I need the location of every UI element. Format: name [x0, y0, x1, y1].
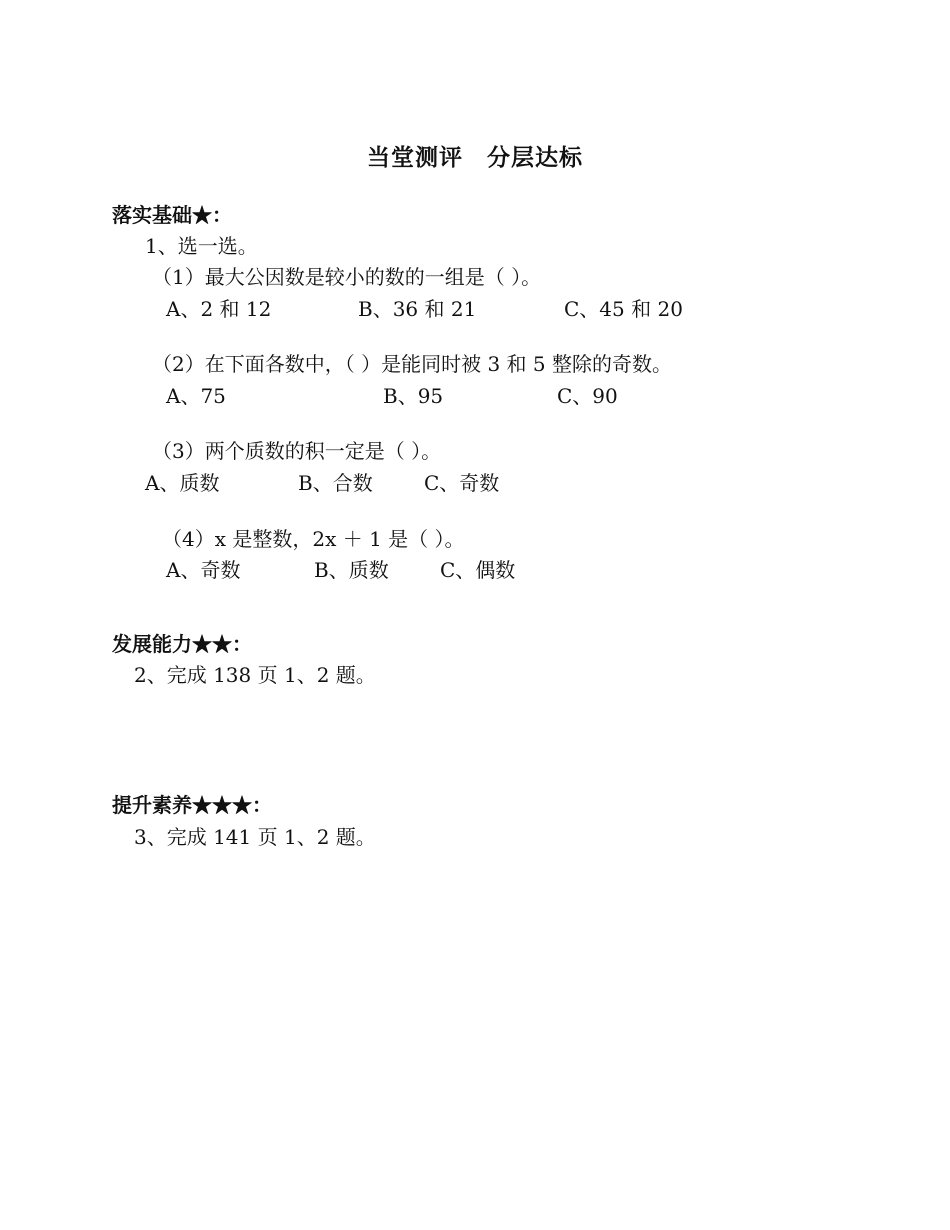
question-3-option-a: A、质数 [145, 471, 220, 495]
question-3-option-c: C、奇数 [424, 471, 500, 495]
task-ability: 2、完成 138 页 1、2 题。 [134, 663, 376, 687]
task-literacy: 3、完成 141 页 1、2 题。 [134, 825, 376, 849]
question-stem-1: （1）最大公因数是较小的数的一组是（ ）。 [152, 265, 542, 289]
question-stem-3: （3）两个质数的积一定是（ ）。 [152, 439, 442, 463]
section-heading-basic: 落实基础★： [112, 203, 232, 227]
question-stem-2: （2）在下面各数中，（ ）是能同时被 3 和 5 整除的奇数。 [152, 352, 672, 376]
question-2-option-c: C、90 [557, 384, 618, 408]
question-1-option-c: C、45 和 20 [564, 297, 683, 321]
question-4-option-b: B、质数 [314, 558, 389, 582]
question-4-option-a: A、奇数 [166, 558, 241, 582]
section-heading-literacy: 提升素养★★★： [112, 793, 272, 817]
question-1-option-a: A、2 和 12 [166, 297, 272, 321]
question-group-intro: 1、选一选。 [145, 234, 258, 258]
question-2-option-a: A、75 [166, 384, 226, 408]
question-4-option-c: C、偶数 [440, 558, 516, 582]
question-3-option-b: B、合数 [298, 471, 373, 495]
question-stem-4: （4）x 是整数，2x ＋ 1 是（ ）。 [162, 527, 465, 551]
question-1-option-b: B、36 和 21 [358, 297, 477, 321]
section-heading-ability: 发展能力★★： [112, 632, 252, 656]
question-2-option-b: B、95 [383, 384, 444, 408]
page-title: 当堂测评 分层达标 [367, 144, 583, 171]
